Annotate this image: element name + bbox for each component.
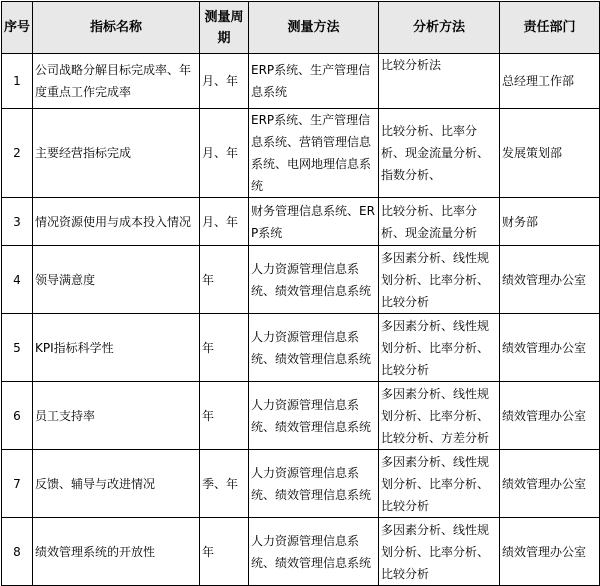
row-indicator-name: KPI指标科学性 [33, 314, 200, 382]
row-no: 2 [2, 109, 33, 198]
table-row [2, 314, 600, 382]
table-row [2, 450, 600, 518]
row-measure-method: ERP系统、生产管理信息系统、营销管理信息系统、电网地理信息系统 [249, 109, 379, 198]
row-cycle: 年 [200, 518, 249, 586]
table-row [2, 246, 600, 314]
row-analysis-method: 多因素分析、线性规划分析、比率分析、比较分析、方差分析 [379, 382, 500, 450]
row-no: 3 [2, 198, 33, 246]
header-cycle: 测量周期 [200, 2, 249, 54]
row-department: 绩效管理办公室 [500, 314, 600, 382]
row-indicator-name: 主要经营指标完成 [33, 109, 200, 198]
row-department: 绩效管理办公室 [500, 450, 600, 518]
row-analysis-method: 比较分析、比率分析、现金流量分析 [379, 198, 500, 246]
header-department: 责任部门 [500, 2, 600, 54]
row-department: 财务部 [500, 198, 600, 246]
row-indicator-name: 公司战略分解目标完成率、年度重点工作完成率 [33, 54, 200, 109]
row-cycle: 月、年 [200, 54, 249, 109]
table-header-row [2, 2, 600, 54]
row-department: 绩效管理办公室 [500, 518, 600, 586]
row-indicator-name: 领导满意度 [33, 246, 200, 314]
row-measure-method: 人力资源管理信息系统、绩效管理信息系统 [249, 382, 379, 450]
row-cycle: 月、年 [200, 198, 249, 246]
header-indicator-name: 指标名称 [33, 2, 200, 54]
row-department: 总经理工作部 [500, 54, 600, 109]
row-no: 4 [2, 246, 33, 314]
row-indicator-name: 反馈、辅导与改进情况 [33, 450, 200, 518]
row-cycle: 年 [200, 382, 249, 450]
row-no: 1 [2, 54, 33, 109]
header-measure-method: 测量方法 [249, 2, 379, 54]
row-department: 绩效管理办公室 [500, 382, 600, 450]
row-analysis-method: 比较分析法 [379, 54, 500, 109]
table-row [2, 518, 600, 586]
row-analysis-method: 多因素分析、线性规划分析、比率分析、比较分析 [379, 518, 500, 586]
header-no: 序号 [2, 2, 33, 54]
row-analysis-method: 多因素分析、线性规划分析、比率分析、比较分析 [379, 314, 500, 382]
row-cycle: 年 [200, 314, 249, 382]
row-indicator-name: 绩效管理系统的开放性 [33, 518, 200, 586]
table-row [2, 54, 600, 109]
row-indicator-name: 员工支持率 [33, 382, 200, 450]
kpi-measurement-table [1, 1, 600, 586]
table-row [2, 109, 600, 198]
row-cycle: 年 [200, 246, 249, 314]
row-analysis-method: 多因素分析、线性规划分析、比率分析、比较分析 [379, 246, 500, 314]
row-measure-method: 人力资源管理信息系统、绩效管理信息系统 [249, 314, 379, 382]
row-no: 6 [2, 382, 33, 450]
row-no: 8 [2, 518, 33, 586]
row-cycle: 月、年 [200, 109, 249, 198]
row-indicator-name: 情况资源使用与成本投入情况 [33, 198, 200, 246]
header-analysis-method: 分析方法 [379, 2, 500, 54]
row-cycle: 季、年 [200, 450, 249, 518]
row-measure-method: 人力资源管理信息系统、绩效管理信息系统 [249, 518, 379, 586]
row-department: 绩效管理办公室 [500, 246, 600, 314]
table-row [2, 198, 600, 246]
row-measure-method: ERP系统、生产管理信息系统 [249, 54, 379, 109]
table-row [2, 382, 600, 450]
row-measure-method: 财务管理信息系统、ERP系统 [249, 198, 379, 246]
row-analysis-method: 比较分析、比率分析、现金流量分析、指数分析、 [379, 109, 500, 198]
row-no: 5 [2, 314, 33, 382]
row-measure-method: 人力资源管理信息系统、绩效管理信息系统 [249, 246, 379, 314]
row-department: 发展策划部 [500, 109, 600, 198]
row-measure-method: 人力资源管理信息系统、绩效管理信息系统 [249, 450, 379, 518]
row-no: 7 [2, 450, 33, 518]
row-analysis-method: 多因素分析、线性规划分析、比率分析、比较分析 [379, 450, 500, 518]
